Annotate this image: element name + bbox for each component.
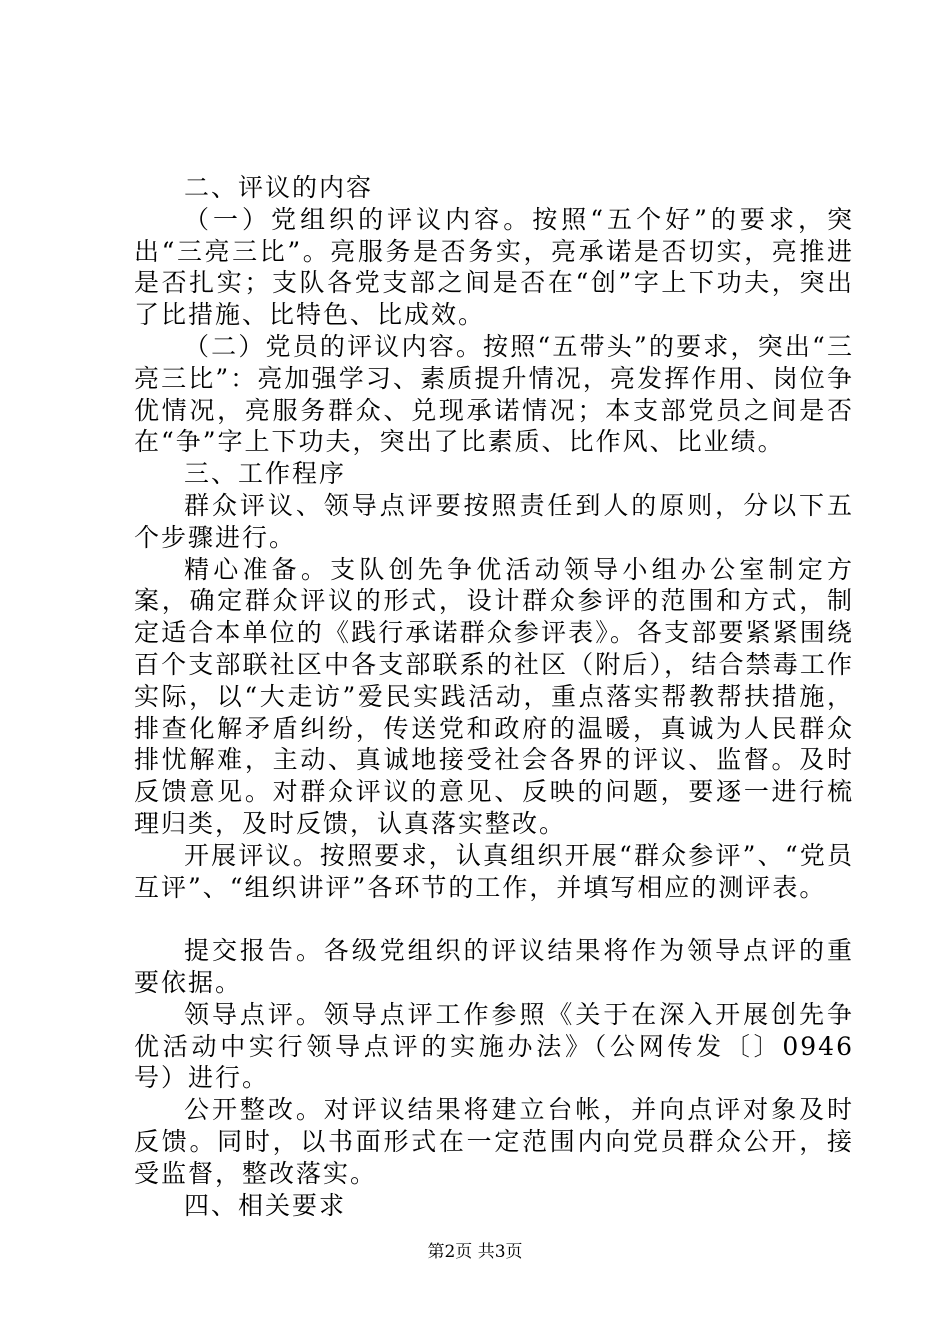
paragraph-org-review: （一）党组织的评议内容。按照“五个好”的要求，突出“三亮三比”。亮服务是否务实，亮承诺是否切实，亮推进是否扎实；支队各党支部之间是否在“创”字上下功夫，突出了比措施、比特色、比成效。 bbox=[134, 204, 854, 330]
paragraph-conduct-review: 开展评议。按照要求，认真组织开展“群众参评”、“党员互评”、“组织讲评”各环节的工作，并填写相应的测评表。 bbox=[134, 840, 854, 902]
section-heading-content: 二、评议的内容 bbox=[184, 173, 374, 202]
blank-line bbox=[134, 903, 854, 935]
paragraph-report: 提交报告。各级党组织的评议结果将作为领导点评的重要依据。 bbox=[134, 936, 854, 997]
paragraph-member-review: （二）党员的评议内容。按照“五带头”的要求，突出“三亮三比”：亮加强学习、素质提升情况，亮发挥作用、岗位争优情况，亮服务群众、兑现承诺情况；本支部党员之间是否在“争”字上下功夫，突出了比素质、比作风、比业绩。 bbox=[134, 331, 854, 457]
paragraph-rectify: 公开整改。对评议结果将建立台帐，并向点评对象及时反馈。同时，以书面形式在一定范围内向党员群众公开，接受监督，整改落实。 bbox=[134, 1095, 854, 1188]
paragraph-steps: 群众评议、领导点评要按照责任到人的原则，分以下五个步骤进行。 bbox=[134, 490, 854, 552]
document-body bbox=[134, 172, 854, 1221]
section-heading-requirements: 四、相关要求 bbox=[184, 1190, 347, 1220]
section-heading-procedure: 三、工作程序 bbox=[184, 459, 347, 489]
paragraph-leader-review: 领导点评。领导点评工作参照《关于在深入开展创先争优活动中实行领导点评的实施办法》（公网传发〔〕0946号）进行。 bbox=[134, 999, 854, 1093]
paragraph-prepare: 精心准备。支队创先争优活动领导小组办公室制定方案，确定群众评议的形式，设计群众参评的范围和方式，制定适合本单位的《践行承诺群众参评表》。各支部要紧紧围绕百个支部联社区中各支部联系的社区（附后），结合禁毒工作实际，以“大走访”爱民实践活动，重点落实帮教帮扶措施，排查化解矛盾纠纷，传送党和政府的温暖，真诚为人民群众排忧解难，主动、真诚地接受社会各界的评议、监督。及时反馈意见。对群众评议的意见、反映的问题，要逐一进行梳理归类，及时反馈，认真落实整改。 bbox=[134, 554, 854, 838]
page-footer: 第2页 共3页 bbox=[427, 1242, 523, 1262]
